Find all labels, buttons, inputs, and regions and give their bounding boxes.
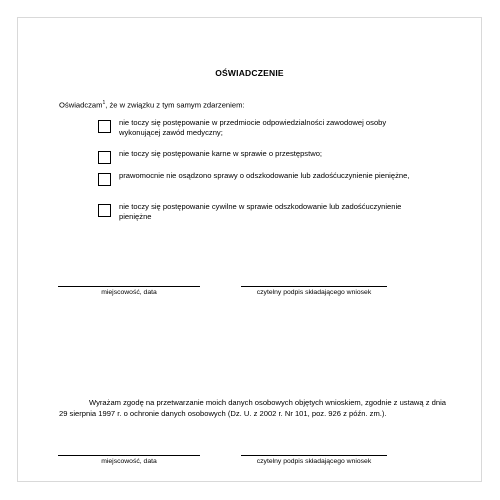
checkbox[interactable] [98,204,111,217]
checkbox[interactable] [98,120,111,133]
place-date-line-2[interactable] [58,455,200,456]
document-title: OŚWIADCZENIE [215,68,284,78]
data-processing-consent: Wyrażam zgodę na przetwarzanie moich danych osobowych objętych wnioskiem, zgodnie z ustawą z dnia 29 sierpnia 1997 r. o ochronie danych osobowych (Dz. U. z 2002 r. Nr 101, poz. 926 z późn. zm.). [59,398,447,418]
checkbox-label: nie toczy się postępowanie karne w sprawie o przestępstwo; [119,149,323,158]
checkbox-label: nie toczy się postępowanie cywilne w sprawie odszkodowanie lub zadośćuczynienie pieniężne [119,202,402,221]
checkbox-item-criminal-proceedings[interactable] [98,149,458,164]
document-page [17,17,482,482]
place-date-caption-2: miejscowość, data [101,458,157,465]
checkbox[interactable] [98,173,111,186]
checkbox-label: nie toczy się postępowanie w przedmiocie odpowiedzialności zawodowej osoby wykonującej zawód medyczny; [119,118,387,137]
checkbox-item-civil-proceedings[interactable] [98,202,458,222]
signature-caption-1: czytelny podpis składającego wniosek [256,289,372,296]
intro-text-start: Oświadczam [59,100,103,110]
checkbox-label: prawomocnie nie osądzono sprawy o odszkodowanie lub zadośćuczynienie pieniężne, [119,171,410,180]
footnote-mark: 1 [102,100,106,106]
declaration-intro [59,100,245,110]
checkbox-item-final-judgment[interactable] [98,171,458,186]
intro-text-end: , że w związku z tym samym zdarzeniem: [105,100,245,110]
place-date-caption-1: miejscowość, data [101,289,157,296]
signature-line-1[interactable] [241,286,387,287]
place-date-line-1[interactable] [58,286,200,287]
checkbox-item-professional-liability[interactable] [98,118,458,138]
signature-line-2[interactable] [241,455,387,456]
checkbox[interactable] [98,151,111,164]
signature-caption-2: czytelny podpis składającego wniosek [256,458,372,465]
